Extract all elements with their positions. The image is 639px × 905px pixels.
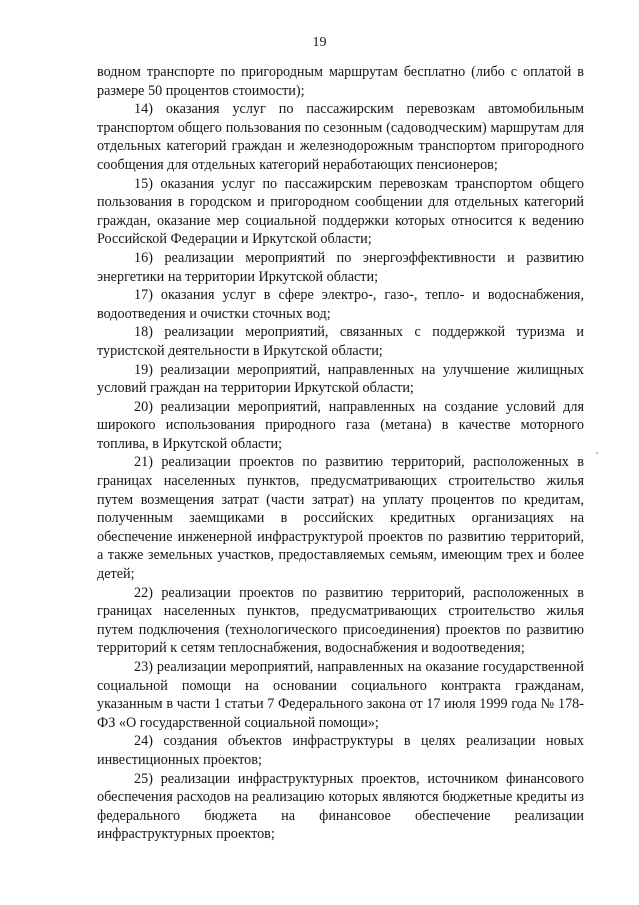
- document-body: [97, 63, 584, 844]
- paragraph-item-20: 20) реализации мероприятий, направленных на создание условий для широкого использования природного газа (метана) в качестве моторного топлива, в Иркутской области;: [97, 398, 584, 452]
- paragraph-item-23: 23) реализации мероприятий, направленных на оказание государственной социальной помощи на основании социального контракта гражданам, указанным в части 1 статьи 7 Федерального закона от 17 июля 1999 года № 178-ФЗ «О государственной социальной помощи»;: [97, 659, 584, 731]
- page-number: 19: [312, 35, 327, 50]
- paragraph-item-25: 25) реализации инфраструктурных проектов, источником финансового обеспечения расходов на реализацию которых являются бюджетные кредиты из федерального бюджета на финансовое обеспечение реализации инфраструктурных проектов;: [97, 770, 584, 843]
- paragraph-item-16: 16) реализации мероприятий по энергоэффективности и развитию энергетики на территории Иркутской области;: [97, 249, 584, 285]
- scan-speck: [596, 452, 598, 454]
- paragraph-item-15: 15) оказания услуг по пассажирским перевозкам транспортом общего пользования в городском и пригородном сообщении для отдельных категорий граждан, оказание мер социальной поддержки которых относится к ведению Российской Федерации и Иркутской области;: [97, 175, 584, 248]
- paragraph-item-24: 24) создания объектов инфраструктуры в целях реализации новых инвестиционных проектов;: [97, 733, 584, 768]
- paragraph-item-14: 14) оказания услуг по пассажирским перевозкам автомобильным транспортом общего пользования по сезонным (садоводческим) маршрутам для отдельных категорий граждан и железнодорожным транспортом пригородного сообщения для отдельных категорий неработающих пенсионеров;: [97, 101, 584, 173]
- paragraph-item-22: 22) реализации проектов по развитию территорий, расположенных в границах населенных пунктов, предусматривающих строительство жилья путем подключения (технологического присоединения) проектов по развитию территорий к сетям теплоснабжения, водоснабжения и водоотведения;: [97, 584, 584, 657]
- paragraph-item-17: 17) оказания услуг в сфере электро-, газо-, тепло- и водоснабжения, водоотведения и очистки сточных вод;: [97, 287, 584, 322]
- paragraph-item-21: 21) реализации проектов по развитию территорий, расположенных в границах населенных пунктов, предусматривающих строительство жилья путем возмещения затрат (части затрат) на уплату процентов по кредитам, полученным заемщиками в российских кредитных организациях на обеспечение инженерной инфраструктурой проектов по развитию территорий, а также земельных участков, предоставляемых семьям, имеющим трех и более детей;: [97, 454, 584, 583]
- paragraph-item-19: 19) реализации мероприятий, направленных на улучшение жилищных условий граждан на территории Иркутской области;: [97, 361, 584, 397]
- paragraph-continuation: водном транспорте по пригородным маршрутам бесплатно (либо с оплатой в размере 50 процентов стоимости);: [97, 64, 584, 99]
- paragraph-item-18: 18) реализации мероприятий, связанных с поддержкой туризма и туристской деятельности в Иркутской области;: [97, 324, 584, 359]
